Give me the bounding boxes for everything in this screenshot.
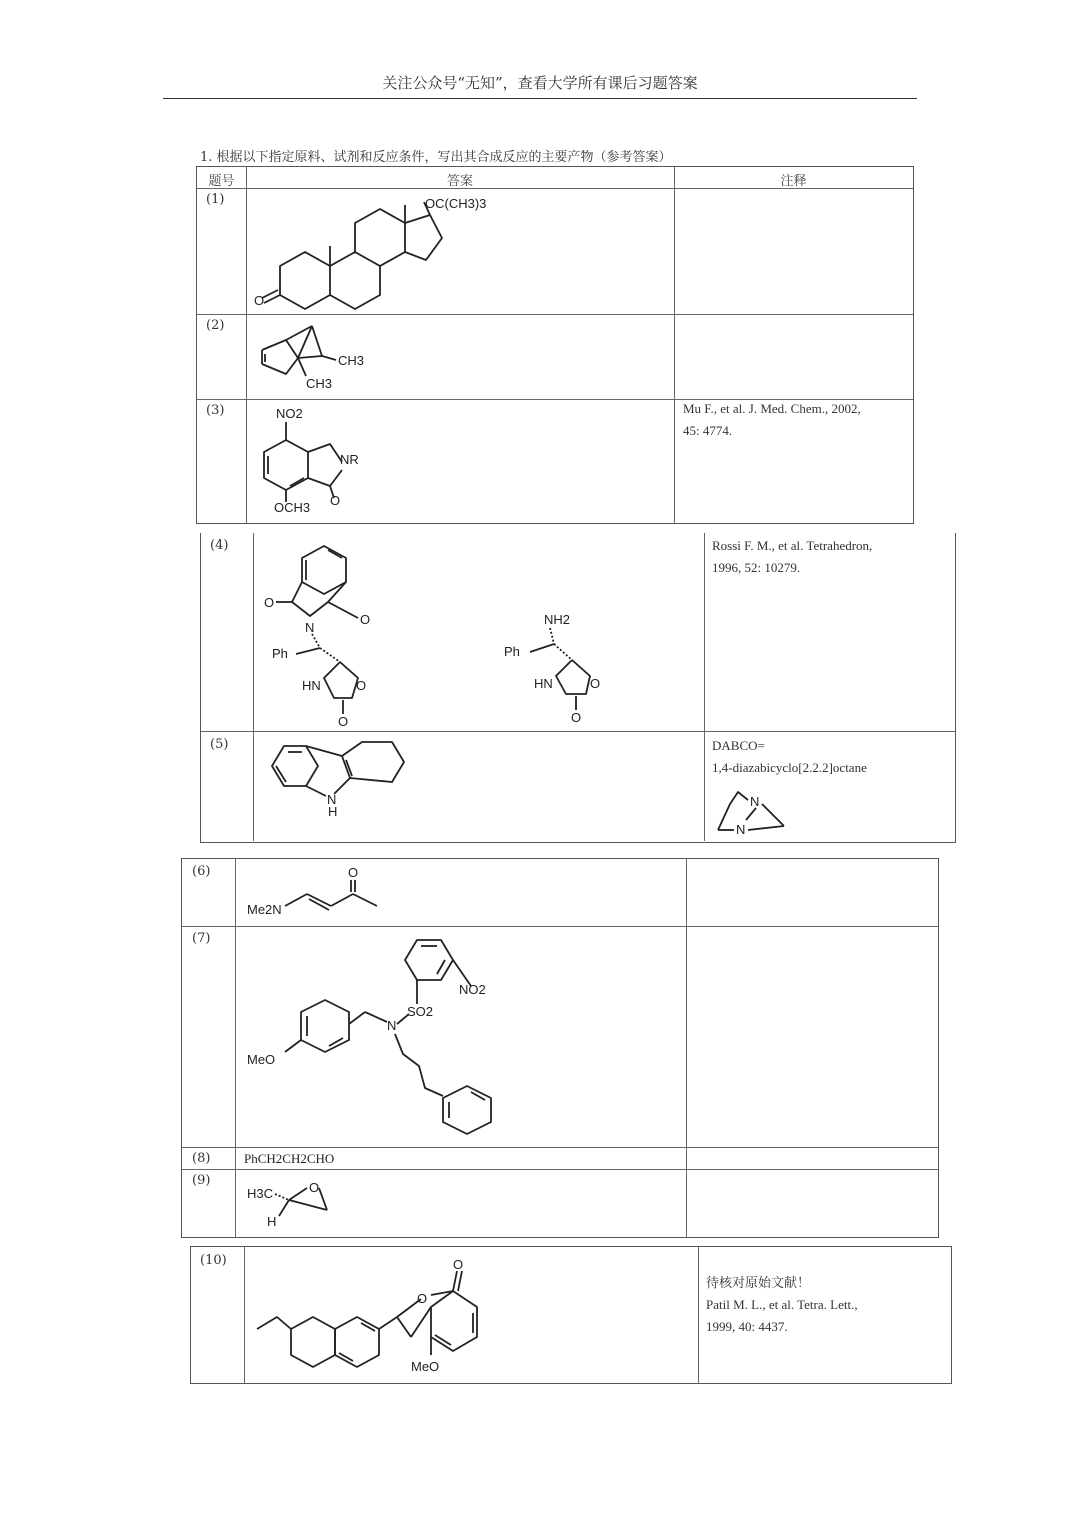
row-3-number: (3) <box>206 403 225 418</box>
row-6-label-o: O <box>348 865 359 880</box>
row-10-label-o-ring: O <box>417 1291 428 1306</box>
row-6-label-me2n: Me2N <box>247 902 282 917</box>
dabco-label-n-bottom: N <box>736 822 746 837</box>
row-7-label-meo: MeO <box>247 1052 276 1067</box>
dabco-label-n-top: N <box>750 794 760 809</box>
row-4-label-o2: O <box>360 612 371 627</box>
row-3-note-line-1: Mu F., et al. J. Med. Chem., 2002, <box>683 401 861 416</box>
row-6-structure-enaminone <box>245 862 405 922</box>
row-8-formula: PhCH2CH2CHO <box>244 1151 335 1166</box>
row-1-structure-steroid <box>250 188 670 318</box>
row-2-number: (2) <box>206 318 225 333</box>
row-4-note-line-1: Rossi F. M., et al. Tetrahedron, <box>712 538 873 553</box>
row-5-number: (5) <box>210 737 229 752</box>
row-7-label-no2: NO2 <box>459 982 486 997</box>
row-10-note-line-3: 1999, 40: 4437. <box>706 1319 788 1334</box>
row-10-number: (10) <box>200 1253 227 1268</box>
row-4-label-o-carbonyl2: O <box>571 710 582 725</box>
row-2-label-me2: CH3 <box>306 376 333 391</box>
question-title: 1. 根据以下指定原料、试剂和反应条件，写出其合成反应的主要产物（参考答案） <box>200 150 672 165</box>
row-10-structure-phthalide <box>255 1255 515 1380</box>
row-9-label-h: H <box>267 1214 277 1229</box>
row-4-structure-phthalimide <box>262 538 402 728</box>
row-9-structure-epoxide <box>245 1174 355 1234</box>
row-5-structure-carbazole <box>262 738 422 818</box>
row-1-label-substituent: OC(CH3)3 <box>425 196 487 211</box>
row-3-label-nr: NR <box>340 452 359 467</box>
page-header: 关注公众号“无知”，查看大学所有课后习题答案 <box>382 74 698 92</box>
row-3-label-och3: OCH3 <box>274 500 311 515</box>
row-10-label-meo: MeO <box>411 1359 440 1374</box>
row-9-label-h3c: H3C <box>247 1186 274 1201</box>
header-rule <box>163 98 917 99</box>
row-3-structure-isoindolinone <box>250 402 390 517</box>
row-3-label-o: O <box>330 493 341 508</box>
row-5-note-line-1: DABCO= <box>712 738 765 753</box>
row-5-note <box>712 735 950 779</box>
row-3-note <box>683 398 908 442</box>
row-5-label-h: H <box>328 804 338 819</box>
row-4-label-hn1: HN <box>302 678 321 693</box>
row-4-label-nh2: NH2 <box>544 612 571 627</box>
row-4-label-o-ring2: O <box>590 676 601 691</box>
row-1-label-o: O <box>254 293 265 308</box>
header-note: 注释 <box>780 174 807 189</box>
row-4-structure-amine <box>500 608 620 728</box>
row-2-label-me1: CH3 <box>338 353 365 368</box>
row-4-note-line-2: 1996, 52: 10279. <box>712 560 801 575</box>
row-9-number: (9) <box>192 1173 211 1188</box>
row-4-note <box>712 535 950 579</box>
row-4-label-ph2: Ph <box>504 644 520 659</box>
header-number: 题号 <box>208 174 235 189</box>
row-10-note-line-1: 待核对原始文献！ <box>706 1275 811 1290</box>
row-7-number: (7) <box>192 931 211 946</box>
row-6-number: (6) <box>192 864 211 879</box>
row-4-label-n: N <box>305 620 315 635</box>
row-4-label-ph1: Ph <box>272 646 288 661</box>
row-4-label-hn2: HN <box>534 676 553 691</box>
row-5-note-line-2: 1,4-diazabicyclo[2.2.2]octane <box>712 760 867 775</box>
row-10-note <box>706 1272 946 1338</box>
row-1-number: (1) <box>206 192 225 207</box>
row-4-label-o-ring1: O <box>356 678 367 693</box>
row-3-note-line-2: 45: 4774. <box>683 423 733 438</box>
row-7-label-so2: SO2 <box>407 1004 434 1019</box>
row-8-number: (8) <box>192 1151 211 1166</box>
row-5-note-dabco-structure <box>712 790 802 840</box>
row-5-label-n: N <box>327 792 337 807</box>
row-3-label-no2: NO2 <box>276 406 303 421</box>
row-7-label-n: N <box>387 1018 397 1033</box>
row-2-structure-bicyclic <box>250 318 390 398</box>
row-4-label-o-carbonyl1: O <box>338 714 349 729</box>
row-10-label-o-top: O <box>453 1257 464 1272</box>
row-7-structure-sulfonamide <box>245 930 525 1140</box>
row-4-number: (4) <box>210 538 229 553</box>
row-4-label-o1: O <box>264 595 275 610</box>
row-9-label-o: O <box>309 1180 320 1195</box>
row-10-note-line-2: Patil M. L., et al. Tetra. Lett., <box>706 1297 858 1312</box>
header-answer: 答案 <box>446 174 473 189</box>
